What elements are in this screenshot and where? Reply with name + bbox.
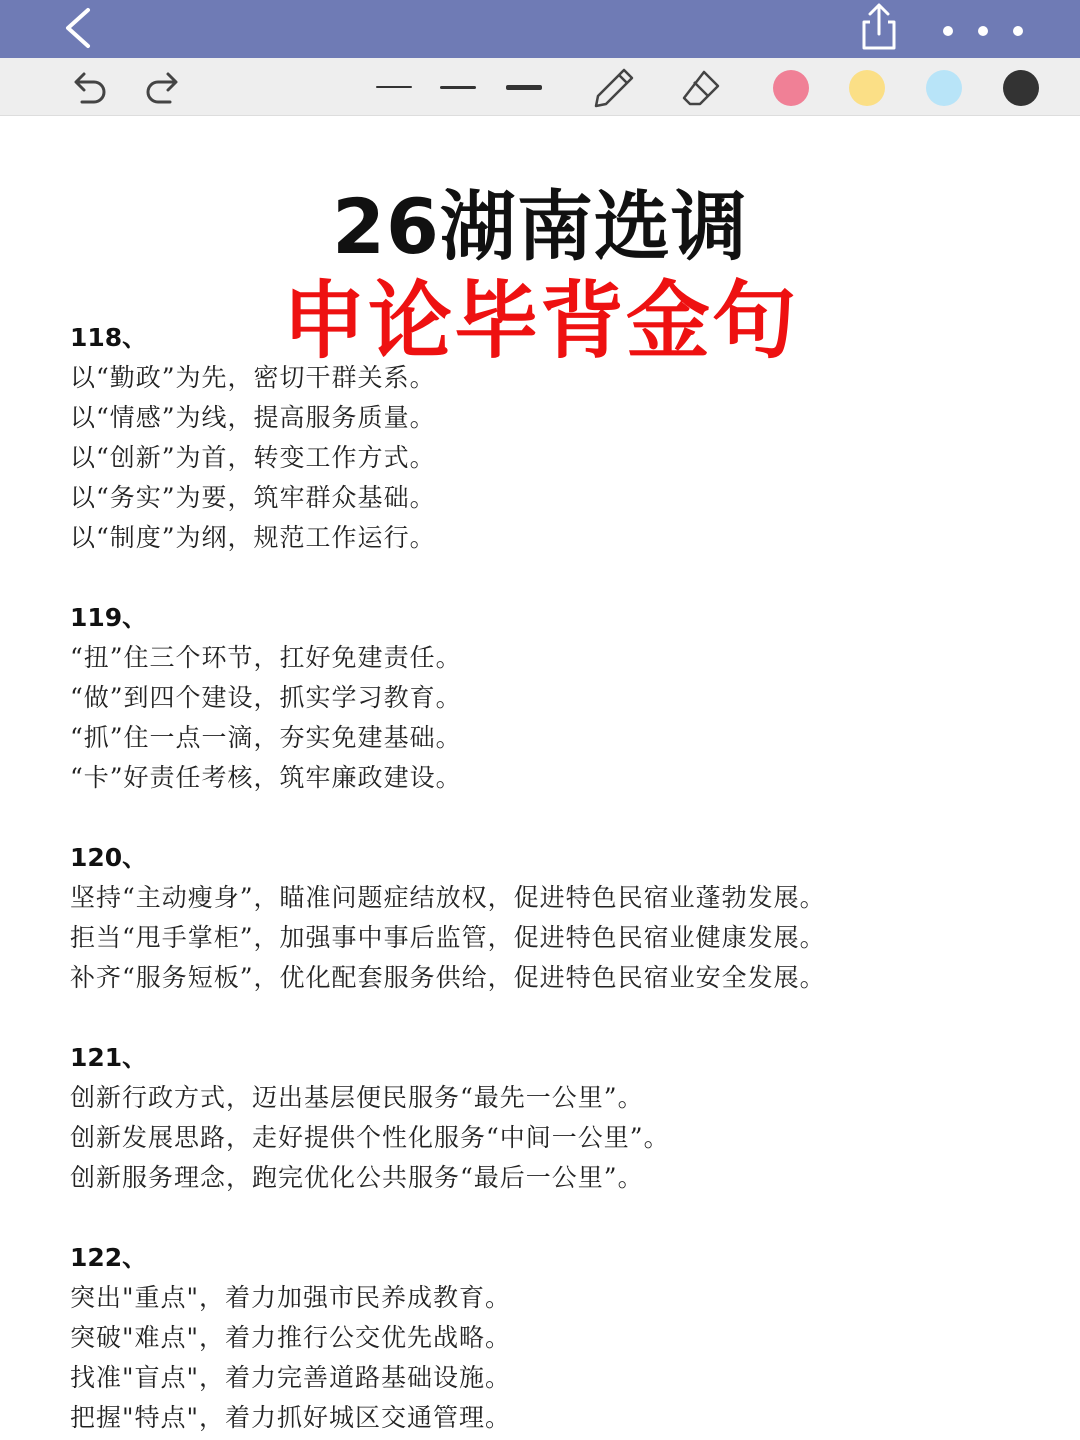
stroke-thin-icon xyxy=(376,86,412,88)
color-pink-swatch[interactable] xyxy=(773,70,809,106)
text-line: “做”到四个建设，抓实学习教育。 xyxy=(70,683,462,712)
text-line: 突破"难点"，着力推行公交优先战略。 xyxy=(70,1323,511,1352)
section-number: 118、 xyxy=(70,323,148,352)
color-black-swatch[interactable] xyxy=(1003,70,1039,106)
section-121 xyxy=(70,1038,1050,1198)
stroke-thick-icon xyxy=(506,85,542,90)
redo-icon[interactable] xyxy=(142,68,186,108)
text-line: 创新发展思路，走好提供个性化服务“中间一公里”。 xyxy=(70,1123,670,1152)
text-line: 创新服务理念，跑完优化公共服务“最后一公里”。 xyxy=(70,1163,644,1192)
stroke-medium-icon xyxy=(440,86,476,89)
annotation-toolbar xyxy=(0,58,1080,116)
text-line: 以“情感”为线，提高服务质量。 xyxy=(70,403,436,432)
section-number: 121、 xyxy=(70,1043,148,1072)
section-number: 122、 xyxy=(70,1243,148,1272)
text-line: 补齐“服务短板”，优化配套服务供给，促进特色民宿业安全发展。 xyxy=(70,963,826,992)
text-line: “卡”好责任考核，筑牢廉政建设。 xyxy=(70,763,462,792)
color-blue-swatch[interactable] xyxy=(926,70,962,106)
section-119 xyxy=(70,598,1050,798)
top-nav-bar xyxy=(0,0,1080,58)
text-line: 以“制度”为纲，规范工作运行。 xyxy=(70,523,436,552)
text-line: 坚持“主动瘦身”，瞄准问题症结放权，促进特色民宿业蓬勃发展。 xyxy=(70,883,826,912)
more-dots-icon[interactable] xyxy=(938,16,1028,46)
text-line: 突出"重点"，着力加强市民养成教育。 xyxy=(70,1283,511,1312)
share-icon[interactable] xyxy=(856,2,902,52)
text-line: “抓”住一点一滴，夯实免建基础。 xyxy=(70,723,462,752)
text-line: 以“创新”为首，转变工作方式。 xyxy=(70,443,436,472)
text-line: “扭”住三个环节，扛好免建责任。 xyxy=(70,643,462,672)
text-line: 以“勤政”为先，密切干群关系。 xyxy=(70,363,436,392)
pen-icon[interactable] xyxy=(590,66,636,110)
document-title: 26湖南选调 xyxy=(332,182,748,271)
section-number: 119、 xyxy=(70,603,148,632)
text-line: 以“务实”为要，筑牢群众基础。 xyxy=(70,483,436,512)
section-118 xyxy=(70,318,1050,558)
section-number: 120、 xyxy=(70,843,148,872)
chevron-left-icon[interactable] xyxy=(58,6,98,50)
stroke-medium-button[interactable] xyxy=(440,72,476,102)
text-line: 创新行政方式，迈出基层便民服务“最先一公里”。 xyxy=(70,1083,644,1112)
text-line: 找准"盲点"，着力完善道路基础设施。 xyxy=(70,1363,511,1392)
section-122 xyxy=(70,1238,1050,1438)
text-line: 把握"特点"，着力抓好城区交通管理。 xyxy=(70,1403,511,1432)
eraser-icon[interactable] xyxy=(680,68,722,108)
stroke-thick-button[interactable] xyxy=(506,72,542,102)
section-120 xyxy=(70,838,1050,998)
undo-icon[interactable] xyxy=(66,68,110,108)
color-yellow-swatch[interactable] xyxy=(849,70,885,106)
stroke-thin-button[interactable] xyxy=(376,72,412,102)
document-subtitle: 申论毕背金句 xyxy=(281,272,798,370)
text-line: 拒当“甩手掌柜”，加强事中事后监管，促进特色民宿业健康发展。 xyxy=(70,923,826,952)
